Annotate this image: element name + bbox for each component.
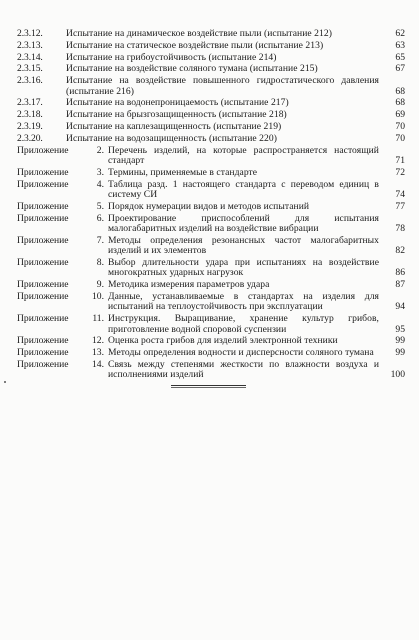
- page-number: 94: [395, 301, 405, 313]
- appendix-label: Приложение: [17, 234, 69, 246]
- closing-rule: [171, 385, 246, 386]
- page-number: 71: [395, 154, 405, 166]
- section-number: 2.3.12.: [17, 28, 43, 39]
- appendix-label: Приложение: [17, 290, 69, 302]
- section-title: Испытание на каплезащищенность (испытание 219): [66, 120, 282, 132]
- section-number: 2.3.14.: [17, 51, 43, 63]
- page-number: 77: [395, 200, 405, 212]
- appendix-entry: [17, 180, 405, 201]
- page-number: 78: [395, 222, 405, 234]
- appendix-number: 10.: [92, 290, 104, 302]
- appendix-entry: [17, 292, 405, 313]
- appendix-title: Перечень изделий, на которые распространяется настоящий стандарт: [108, 144, 379, 166]
- appendix-title: Методы определения водности и дисперсности соляного тумана: [108, 347, 374, 359]
- appendix-label: Приложение: [17, 144, 69, 156]
- appendix-number: 13.: [92, 347, 104, 359]
- section-title: Испытание на грибоустойчивость (испытание 214): [66, 51, 277, 63]
- toc-entry: [17, 29, 405, 39]
- appendix-title: Термины, применяемые в стандарте: [108, 166, 258, 178]
- page-number: 62: [395, 28, 405, 39]
- appendix-entry: [17, 214, 405, 235]
- appendix-title: Порядок нумерации видов и методов испытаний: [108, 200, 310, 212]
- appendix-title: Методика измерения параметров удара: [108, 279, 270, 291]
- appendix-number: 5.: [96, 200, 104, 212]
- page-number: 69: [395, 109, 405, 121]
- page-number: 99: [395, 335, 405, 347]
- section-title: Испытание на воздействие повышенного гидростатического давления (испытание 216): [66, 75, 379, 97]
- appendix-number: 14.: [92, 358, 104, 370]
- section-number: 2.3.17.: [17, 97, 43, 109]
- toc-entry: [17, 53, 405, 63]
- appendix-label: Приложение: [17, 166, 69, 178]
- page-number: 100: [390, 369, 405, 381]
- page-number: 67: [395, 63, 405, 75]
- appendix-title: Данные, устанавливаемые в стандартах на изделия для испытаний на теплоустойчивость при эксплуатации: [108, 290, 379, 313]
- appendix-number: 4.: [96, 178, 104, 190]
- section-title: Испытание на водозащищенность (испытание 220): [66, 132, 277, 144]
- page-number: 63: [395, 39, 405, 51]
- appendix-entry: [17, 348, 405, 358]
- page-speck: [4, 381, 6, 383]
- appendix-number: 12.: [92, 335, 104, 347]
- toc-entry: [17, 122, 405, 132]
- section-number: 2.3.16.: [17, 75, 43, 87]
- appendix-entry: [17, 146, 405, 167]
- page-number: 65: [395, 51, 405, 63]
- page-number: 70: [395, 132, 405, 144]
- appendix-title: Выбор длительности удара при испытаниях на воздействие многократных ударных нагрузок: [108, 256, 379, 279]
- appendix-entry: [17, 360, 405, 381]
- section-number: 2.3.19.: [17, 120, 43, 132]
- appendix-label: Приложение: [17, 347, 69, 359]
- section-number: 2.3.20.: [17, 132, 43, 144]
- appendix-title: Связь между степенями жесткости по влажности воздуха и исполнениями изделий: [108, 358, 379, 381]
- appendix-entry: [17, 258, 405, 279]
- section-number: 2.3.15.: [17, 63, 43, 75]
- page-number: 82: [395, 245, 405, 257]
- toc-entry: [17, 41, 405, 51]
- toc-entry: [17, 76, 405, 97]
- page-number: 70: [395, 120, 405, 132]
- page-number: 74: [395, 188, 405, 200]
- section-title: Испытание на водонепроницаемость (испытание 217): [66, 97, 289, 109]
- appendix-label: Приложение: [17, 335, 69, 347]
- appendix-entry: [17, 336, 405, 346]
- appendix-label: Приложение: [17, 313, 69, 325]
- appendix-title: Проектирование приспособлений для испытания малогабаритных изделий на воздействие вибрации: [108, 212, 379, 234]
- appendix-entry: [17, 280, 405, 290]
- section-title: Испытание на статическое воздействие пыли (испытание 213): [66, 39, 324, 51]
- section-number: 2.3.18.: [17, 109, 43, 121]
- toc-entry: [17, 64, 405, 74]
- toc-entry: [17, 98, 405, 108]
- page-number: 99: [395, 347, 405, 359]
- appendix-number: 2.: [96, 144, 104, 156]
- appendix-title: Методы определения резонансных частот малогабаритных изделий и их элементов: [108, 234, 379, 257]
- appendix-entry: [17, 168, 405, 178]
- appendix-label: Приложение: [17, 256, 69, 268]
- appendix-number: 9.: [96, 279, 104, 291]
- appendix-number: 6.: [96, 212, 104, 224]
- appendix-number: 8.: [96, 256, 104, 268]
- page-number: 95: [395, 323, 405, 335]
- appendix-number: 7.: [96, 234, 104, 246]
- appendix-entry: [17, 236, 405, 257]
- appendix-number: 3.: [96, 166, 104, 178]
- section-title: Испытание на брызгозащищенность (испытание 218): [66, 109, 287, 121]
- appendix-entry: [17, 202, 405, 212]
- page-number: 68: [395, 85, 405, 97]
- appendix-label: Приложение: [17, 358, 69, 370]
- appendix-title: Таблица разд. 1 настоящего стандарта с переводом единиц в систему СИ: [108, 178, 379, 200]
- appendix-label: Приложение: [17, 178, 69, 190]
- toc-entry: [17, 110, 405, 120]
- page-number: 68: [395, 97, 405, 109]
- page-number: 86: [395, 267, 405, 279]
- appendix-title: Инструкция. Выращивание, хранение культур грибов, приготовление водной споровой суспензии: [108, 313, 379, 335]
- appendix-number: 11.: [92, 313, 104, 325]
- appendix-title: Оценка роста грибов для изделий электронной техники: [108, 335, 338, 347]
- section-title: Испытание на динамическое воздействие пыли (испытание 212): [66, 28, 332, 39]
- appendix-label: Приложение: [17, 200, 69, 212]
- section-title: Испытание на воздействие соляного тумана (испытание 215): [66, 63, 318, 75]
- table-of-contents: [17, 29, 405, 382]
- toc-entry: [17, 134, 405, 144]
- page-number: 87: [395, 279, 405, 291]
- section-number: 2.3.13.: [17, 39, 43, 51]
- appendix-entry: [17, 314, 405, 335]
- page-number: 72: [395, 166, 405, 178]
- appendix-label: Приложение: [17, 279, 69, 291]
- appendix-label: Приложение: [17, 212, 69, 224]
